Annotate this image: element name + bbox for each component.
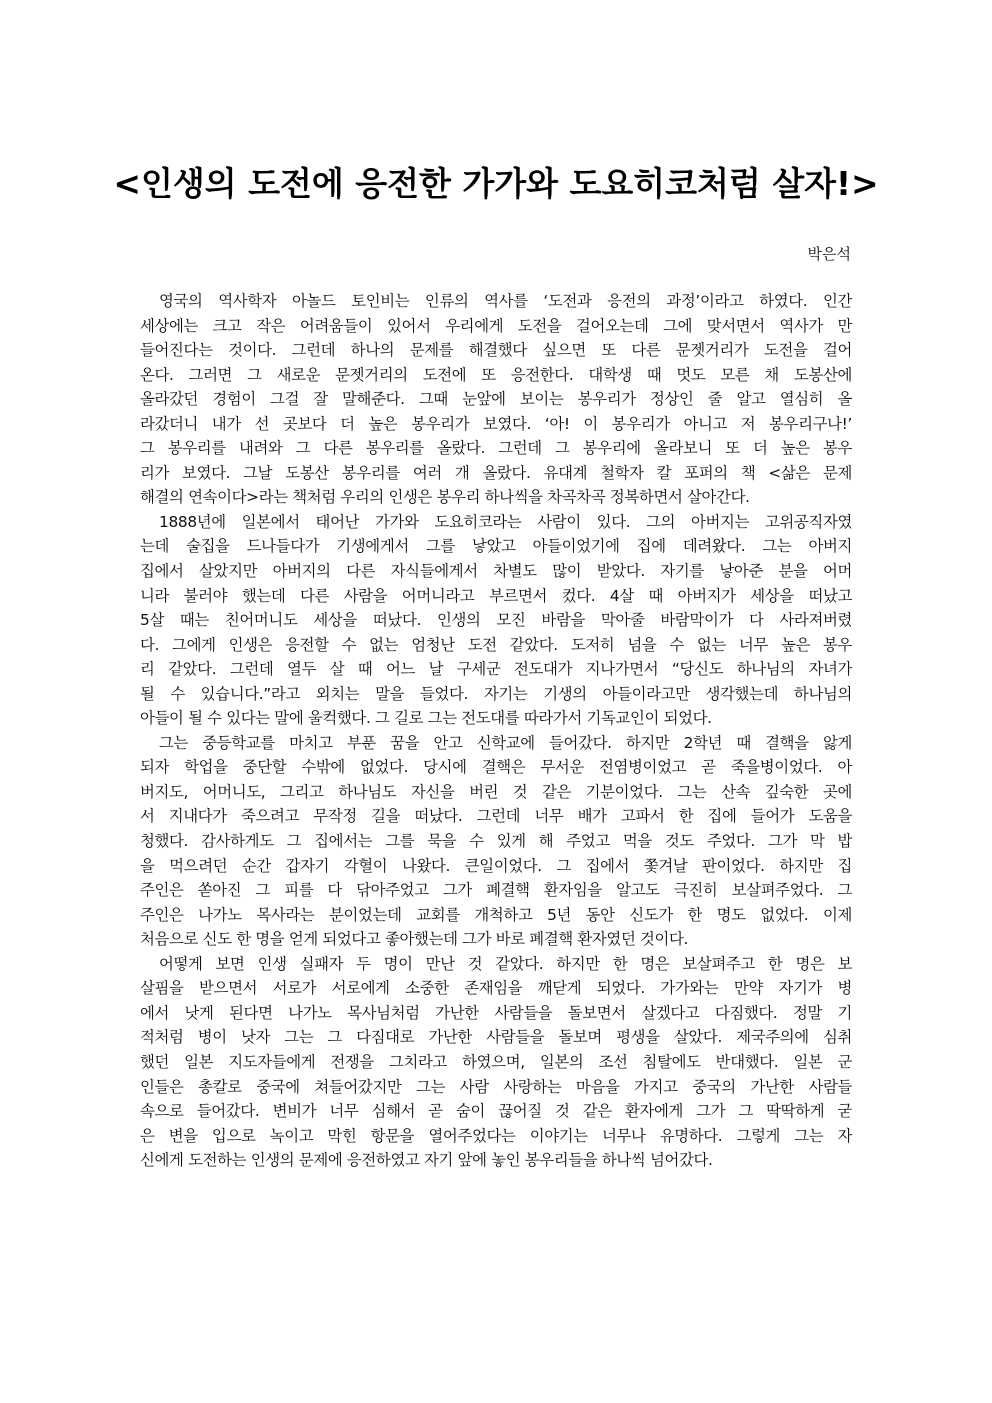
text-line: 은 변을 입으로 녹이고 막힌 항문을 열어주었다는 이야기는 너무나 유명하다. 그렇게 그는 자 — [140, 1126, 852, 1145]
document-body — [140, 289, 852, 1173]
text-line: 신에게 도전하는 인생의 문제에 응전하였고 자기 앞에 놓인 봉우리들을 하나씩 넘어갔다. — [140, 1151, 713, 1170]
text-line: 속으로 들어갔다. 변비가 너무 심해서 곧 숨이 끊어질 것 같은 환자에게 그가 그 딱딱하게 굳 — [140, 1102, 852, 1121]
text-line: 아들이 될 수 있다는 말에 울컥했다. 그 길로 그는 전도대를 따라가서 기독교인이 되었다. — [140, 709, 712, 728]
text-line: 되자 학업을 중단할 수밖에 없었다. 당시에 결핵은 무서운 전염병이었고 곧 죽을병이었다. 아 — [140, 758, 852, 777]
text-line: 살핌을 받으면서 서로가 서로에게 소중한 존재임을 깨닫게 되었다. 가가와는 만약 자기가 병 — [140, 979, 852, 998]
text-line: 1888년에 일본에서 태어난 가가와 도요히코라는 사람이 있다. 그의 아버지는 고위공직자였 — [159, 512, 852, 531]
text-line: 올라갔던 경험이 그걸 잘 말해준다. 그때 눈앞에 보이는 봉우리가 정상인 줄 알고 열심히 올 — [140, 390, 852, 409]
text-line: 서 지내다가 죽으려고 무작정 길을 떠났다. 그런데 너무 배가 고파서 한 집에 들어가 도움을 — [140, 807, 852, 826]
text-line: 그 봉우리를 내려와 그 다른 봉우리를 올랐다. 그런데 그 봉우리에 올라보니 또 더 높은 봉우 — [140, 439, 852, 458]
author-name: 박은석 — [807, 245, 851, 263]
text-line: 5살 때는 친어머니도 세상을 떠났다. 인생의 모진 바람을 막아줄 바람막이가 다 사라져버렸 — [140, 611, 852, 630]
text-line: 그는 중등학교를 마치고 부푼 꿈을 안고 신학교에 들어갔다. 하지만 2학년 때 결핵을 앓게 — [159, 733, 852, 752]
text-line: 청했다. 감사하게도 그 집에서는 그를 묵을 수 있게 해 주었고 먹을 것도 주었다. 그가 막 밥 — [140, 832, 852, 851]
text-line: 는데 술집을 드나들다가 기생에게서 그를 낳았고 아들이었기에 집에 데려왔다. 그는 아버지 — [140, 537, 852, 556]
text-line: 될 수 있습니다.”라고 외치는 말을 들었다. 자기는 기생의 아들이라고만 생각했는데 하나님의 — [140, 684, 852, 703]
text-line: 영국의 역사학자 아놀드 토인비는 인류의 역사를 ‘도전과 응전의 과정’이라고 하였다. 인간 — [159, 292, 852, 310]
text-line: 적처럼 병이 낫자 그는 그 다짐대로 가난한 사람들을 돌보며 평생을 살았다. 제국주의에 심취 — [140, 1028, 852, 1047]
text-line: 인들은 총칼로 중국에 쳐들어갔지만 그는 사람 사랑하는 마음을 가지고 중국의 가난한 사람들 — [140, 1077, 852, 1096]
text-line: 니라 불러야 했는데 다른 사람을 어머니라고 부르면서 컸다. 4살 때 아버지가 세상을 떠났고 — [140, 586, 852, 605]
text-line: 어떻게 보면 인생 실패자 두 명이 만난 것 같았다. 하지만 한 명은 보살펴주고 한 명은 보 — [159, 954, 852, 973]
text-line: 세상에는 크고 작은 어려움들이 있어서 우리에게 도전을 걸어오는데 그에 맞서면서 역사가 만 — [140, 316, 852, 335]
text-line: 처음으로 신도 한 명을 얻게 되었다고 좋아했는데 그가 바로 폐결핵 환자였던 것이다. — [140, 930, 689, 949]
text-line: 리 같았다. 그런데 열두 살 때 어느 날 구세군 전도대가 지나가면서 “당신도 하나님의 자녀가 — [140, 660, 852, 679]
text-line: 온다. 그러면 그 새로운 문젯거리의 도전에 또 응전한다. 대학생 때 멋도 모른 채 도봉산에 — [140, 365, 852, 384]
text-line: 주인은 쏟아진 그 피를 다 닦아주었고 그가 폐결핵 환자임을 알고도 극진히 보살펴주었다. 그 — [140, 881, 852, 900]
text-line: 집에서 살았지만 아버지의 다른 자식들에게서 차별도 많이 받았다. 자기를 낳아준 분을 어머 — [140, 562, 852, 581]
text-line: 들어진다는 것이다. 그런데 하나의 문제를 해결했다 싶으면 또 다른 문젯거리가 도전을 걸어 — [140, 341, 852, 360]
text-line: 해결의 연속이다>라는 책처럼 우리의 인생은 봉우리 하나씩을 차곡차곡 정복하면서 살아간다. — [140, 488, 750, 507]
text-line: 리가 보였다. 그날 도봉산 봉우리를 여러 개 올랐다. 유대계 철학자 칼 포퍼의 책 <삶은 문제 — [140, 463, 852, 482]
text-line: 했던 일본 지도자들에게 전쟁을 그치라고 하였으며, 일본의 조선 침탈에도 반대했다. 일본 군 — [140, 1052, 852, 1071]
text-line: 버지도, 어머니도, 그리고 하나님도 자신을 버린 것 같은 기분이었다. 그는 산속 깊숙한 곳에 — [140, 782, 852, 801]
text-line: 에서 낫게 된다면 나가노 목사님처럼 가난한 사람들을 돌보면서 살겠다고 다짐했다. 정말 기 — [140, 1003, 852, 1022]
text-line: 다. 그에게 인생은 응전할 수 없는 엄청난 도전 같았다. 도저히 넘을 수 없는 너무 높은 봉우 — [140, 635, 852, 654]
text-line: 라갔더니 내가 선 곳보다 더 높은 봉우리가 보였다. ‘아! 이 봉우리가 아니고 저 봉우리구나!’ — [140, 414, 852, 433]
text-line: 을 먹으려던 순간 갑자기 각혈이 나왔다. 큰일이었다. 그 집에서 쫓겨날 판이었다. 하지만 집 — [140, 856, 852, 875]
document-title: <인생의 도전에 응전한 가가와 도요히코처럼 살자!> — [113, 164, 879, 203]
text-line: 주인은 나가노 목사라는 분이었는데 교회를 개척하고 5년 동안 신도가 한 명도 없었다. 이제 — [140, 905, 852, 924]
